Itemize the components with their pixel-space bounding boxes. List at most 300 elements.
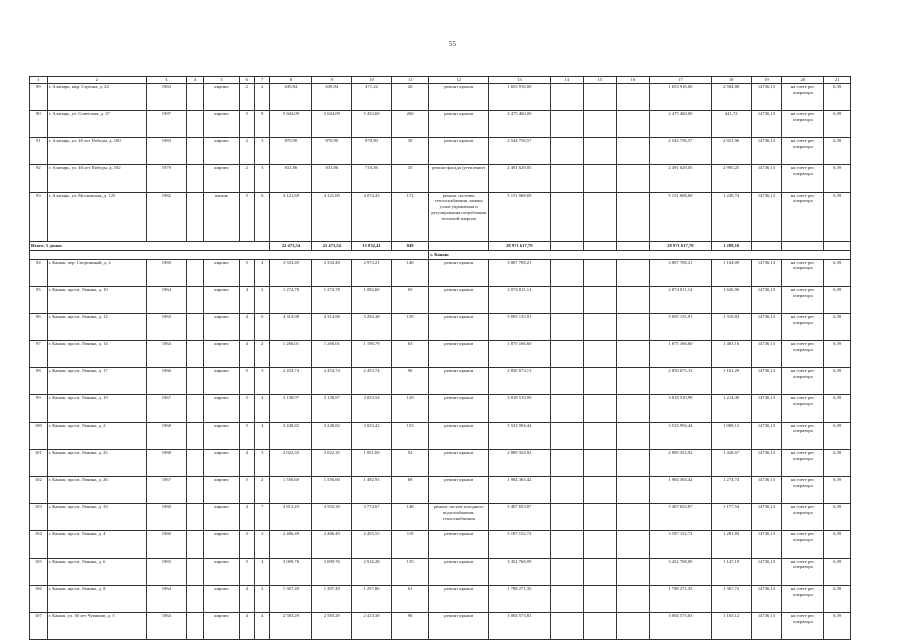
area-residential: 1 196,79	[352, 341, 392, 368]
empty-cell	[616, 165, 649, 192]
build-year: 1960	[146, 504, 186, 531]
residents: 65	[391, 286, 429, 313]
table-row	[30, 165, 851, 192]
residents: 135	[391, 558, 429, 585]
build-year: 1965	[146, 558, 186, 585]
total-row	[30, 241, 851, 250]
work-type: ремонт системы теплоснабжения, замена узлов управления и регулирования потребления тепловой энергии	[429, 192, 489, 241]
area-residential: 1 082,60	[352, 286, 392, 313]
empty-cell	[583, 585, 616, 612]
total-cost: 1 875 166,60	[650, 341, 712, 368]
empty-cell	[616, 422, 649, 449]
empty-cell	[583, 531, 616, 558]
wall-material: кирпич	[204, 558, 239, 585]
cost-per-sqm: 2 921,96	[711, 138, 751, 165]
deadline: 6,39	[824, 138, 851, 165]
total-area: 831,86	[270, 165, 312, 192]
build-year: 1968	[146, 422, 186, 449]
empty-cell	[429, 241, 489, 250]
build-year: 1979	[146, 165, 186, 192]
empty-cell	[186, 558, 204, 585]
total-area: 22 473,54	[270, 241, 312, 250]
empty-cell	[616, 395, 649, 422]
total-area: 4 314,98	[270, 313, 312, 340]
empty-cell	[186, 422, 204, 449]
floors: 5	[239, 110, 254, 137]
empty-cell	[186, 286, 204, 313]
address: г. Канаш, просп. Ленина, д. 8	[47, 585, 146, 612]
empty-cell	[583, 259, 616, 286]
limit-cost: 14736,13	[751, 138, 782, 165]
floors: 4	[239, 313, 254, 340]
entrances: 2	[255, 585, 270, 612]
column-number: 20	[782, 77, 824, 84]
work-cost: 3 187 152,72	[488, 531, 550, 558]
limit-cost: 14736,13	[751, 558, 782, 585]
table-row	[30, 531, 851, 558]
residents: 92	[391, 449, 429, 476]
empty-cell	[550, 558, 583, 585]
residents: 172	[391, 192, 429, 241]
wall-material: кирпич	[204, 138, 239, 165]
cost-per-sqm: 1 214,49	[711, 395, 751, 422]
table-row	[30, 612, 851, 639]
total-area: 2 454,74	[270, 368, 312, 395]
work-type: ремонт кровли	[429, 83, 489, 110]
build-year: 1963	[146, 83, 186, 110]
floors: 5	[239, 422, 254, 449]
fund-method: на счете рег. оператора	[782, 531, 824, 558]
column-number: 19	[751, 77, 782, 84]
cost-per-sqm: 1 319,83	[711, 313, 751, 340]
entrances: 4	[255, 422, 270, 449]
fund-method: на счете рег. оператора	[782, 286, 824, 313]
table-row	[30, 395, 851, 422]
residents: 849	[391, 241, 429, 250]
address: г. Алатырь, ул. Советская, д. 37	[47, 110, 146, 137]
row-number: 101	[30, 449, 48, 476]
entrances: 4	[255, 395, 270, 422]
fund-method: на счете рег. оператора	[782, 585, 824, 612]
work-type: ремонт фасада (утепление)	[429, 165, 489, 192]
deadline: 6,39	[824, 259, 851, 286]
housing-repair-table	[29, 76, 851, 640]
empty-cell	[583, 313, 616, 340]
entrances: 2	[255, 477, 270, 504]
entrances: 2	[255, 341, 270, 368]
row-number: 94	[30, 259, 48, 286]
total-area: 1 307,49	[270, 585, 312, 612]
cost-per-sqm: 1 089,12	[711, 422, 751, 449]
empty-cell	[583, 504, 616, 531]
empty-cell	[616, 612, 649, 639]
residents: 146	[391, 259, 429, 286]
total-cost: 2 475 460,00	[650, 110, 712, 137]
cost-per-sqm: 2 584,88	[711, 83, 751, 110]
floors: 2	[239, 165, 254, 192]
total-area: 2 022,35	[270, 449, 312, 476]
wall-material: кирпич	[204, 422, 239, 449]
entrances: 9	[255, 110, 270, 137]
cost-per-sqm: 1 481,16	[711, 341, 751, 368]
empty-cell	[616, 313, 649, 340]
column-number: 12	[429, 77, 489, 84]
address: г. Алатырь, ул. 40 лет Победы, д. 102	[47, 165, 146, 192]
row-number: 100	[30, 422, 48, 449]
area-living: 4 592,30	[312, 504, 352, 531]
total-area: 5 604,09	[270, 110, 312, 137]
area-residential: 1 492,93	[352, 477, 392, 504]
empty-cell	[583, 138, 616, 165]
total-cost: 2 850 673,13	[650, 368, 712, 395]
residents: 96	[391, 368, 429, 395]
build-year: 1964	[146, 286, 186, 313]
entrances: 3	[255, 138, 270, 165]
total-area: 1 274,78	[270, 286, 312, 313]
total-area: 4 813,43	[270, 504, 312, 531]
entrances: 4	[255, 259, 270, 286]
limit-cost: 14736,13	[751, 110, 782, 137]
residents: 148	[391, 504, 429, 531]
row-number: 99	[30, 395, 48, 422]
row-number: 106	[30, 585, 48, 612]
area-residential: 1 851,69	[352, 449, 392, 476]
row-number: 95	[30, 286, 48, 313]
work-cost: 2 850 673,13	[488, 368, 550, 395]
address: г. Канаш, просп. Ленина, д. 25	[47, 449, 146, 476]
column-number: 7	[255, 77, 270, 84]
empty-cell	[550, 83, 583, 110]
empty-cell	[186, 477, 204, 504]
column-number: 3	[146, 77, 186, 84]
empty-cell	[616, 259, 649, 286]
empty-cell	[616, 368, 649, 395]
empty-cell	[550, 138, 583, 165]
empty-cell	[616, 241, 649, 250]
row-number: 93	[30, 192, 48, 241]
address: г. Канаш, просп. Ленина, д. 19	[47, 395, 146, 422]
empty-cell	[550, 110, 583, 137]
row-number: 92	[30, 165, 48, 192]
empty-cell	[583, 395, 616, 422]
cost-per-sqm: 1 289,16	[711, 241, 751, 250]
total-cost: 1 984 363,42	[650, 477, 712, 504]
cost-per-sqm: 441,72	[711, 110, 751, 137]
cost-per-sqm: 1 626,96	[711, 286, 751, 313]
total-cost: 28 971 617,79	[650, 241, 712, 250]
floors: 5	[239, 395, 254, 422]
deadline: 6,39	[824, 286, 851, 313]
build-year: 1960	[146, 531, 186, 558]
area-residential: 3 774,67	[352, 504, 392, 531]
total-area: 3 248,82	[270, 422, 312, 449]
area-residential: 2 413,38	[352, 612, 392, 639]
fund-method: на счете рег. оператора	[782, 138, 824, 165]
work-cost: 3 533 994,44	[488, 422, 550, 449]
residents: 119	[391, 531, 429, 558]
table-row	[30, 558, 851, 585]
table-row	[30, 286, 851, 313]
fund-method: на счете рег. оператора	[782, 165, 824, 192]
entrances: 6	[255, 313, 270, 340]
cost-per-sqm: 1 161,29	[711, 368, 751, 395]
entrances: 3	[255, 449, 270, 476]
empty-cell	[550, 286, 583, 313]
column-number: 11	[391, 77, 429, 84]
table-row	[30, 259, 851, 286]
fund-method: на счете рег. оператора	[782, 422, 824, 449]
deadline: 6,39	[824, 368, 851, 395]
residents: 129	[391, 395, 429, 422]
limit-cost: 14736,13	[751, 531, 782, 558]
total-cost: 3 533 994,44	[650, 422, 712, 449]
limit-cost: 14736,13	[751, 259, 782, 286]
work-type: ремонт крыши	[429, 477, 489, 504]
wall-material: кирпич	[204, 341, 239, 368]
cost-per-sqm: 1 177,54	[711, 504, 751, 531]
table-row	[30, 449, 851, 476]
fund-method: на счете рег. оператора	[782, 612, 824, 639]
empty-cell	[616, 110, 649, 137]
empty-cell	[583, 558, 616, 585]
work-cost: 1 653 916,00	[488, 83, 550, 110]
floors: 4	[239, 449, 254, 476]
area-residential: 15 832,41	[352, 241, 392, 250]
floors: 3	[239, 531, 254, 558]
address: г. Канаш, пер. Спортивный, д. 2	[47, 259, 146, 286]
fund-method: на счете рег. оператора	[782, 192, 824, 241]
empty-cell	[616, 477, 649, 504]
cost-per-sqm: 1 281,83	[711, 531, 751, 558]
address: г. Канаш, просп. Ленина, д. 10	[47, 286, 146, 313]
address: г. Канаш, просп. Ленина, д. 2	[47, 422, 146, 449]
deadline: 6,39	[824, 313, 851, 340]
area-residential: 2 916,28	[352, 558, 392, 585]
residents: 150	[391, 313, 429, 340]
area-living: 3 248,82	[312, 422, 352, 449]
row-number: 104	[30, 531, 48, 558]
empty-cell	[583, 341, 616, 368]
build-year: 1997	[146, 110, 186, 137]
empty-cell	[186, 259, 204, 286]
limit-cost: 14736,13	[751, 368, 782, 395]
total-cost: 2 491 629,05	[650, 165, 712, 192]
wall-material: кирпич	[204, 83, 239, 110]
address: г. Канаш, просп. Ленина, д. 33	[47, 504, 146, 531]
area-living: 1 556,60	[312, 477, 352, 504]
fund-method: на счете рег. оператора	[782, 83, 824, 110]
row-number: 89	[30, 83, 48, 110]
work-type: ремонт крыши	[429, 449, 489, 476]
area-living: 3 138,97	[312, 395, 352, 422]
build-year: 1964	[146, 585, 186, 612]
work-cost: 3 887 708,21	[488, 259, 550, 286]
column-number: 5	[204, 77, 239, 84]
empty-cell	[616, 558, 649, 585]
floors: 4	[239, 585, 254, 612]
total-area: 3 009,76	[270, 558, 312, 585]
total-area: 4 121,69	[270, 192, 312, 241]
column-number: 10	[352, 77, 392, 84]
floors: 5	[239, 477, 254, 504]
work-type: ремонт крыши	[429, 585, 489, 612]
address: г. Канаш, просп. Ленина, д. 26	[47, 477, 146, 504]
deadline: 6,39	[824, 165, 851, 192]
build-year: 1982	[146, 192, 186, 241]
empty-cell	[616, 585, 649, 612]
empty-cell	[616, 531, 649, 558]
total-cost: 2 889 354,92	[650, 449, 712, 476]
work-cost: 5 151 068,69	[488, 192, 550, 241]
floors: 5	[239, 368, 254, 395]
limit-cost: 14736,13	[751, 449, 782, 476]
work-cost: 5 407 653,87	[488, 504, 550, 531]
area-residential: 2 455,55	[352, 531, 392, 558]
area-residential: 1 257,86	[352, 585, 392, 612]
wall-material: кирпич	[204, 449, 239, 476]
total-cost: 5 695 135,91	[650, 313, 712, 340]
area-living: 870,90	[312, 138, 352, 165]
work-type: ремонт систем холодного водоснабжения, теплоснабжения	[429, 504, 489, 531]
table-row	[30, 504, 851, 531]
area-living: 3 333,49	[312, 259, 352, 286]
work-cost: 5 695 135,91	[488, 313, 550, 340]
fund-method: на счете рег. оператора	[782, 259, 824, 286]
build-year: 1966	[146, 368, 186, 395]
row-number: 102	[30, 477, 48, 504]
empty-cell	[616, 192, 649, 241]
area-living: 4 121,69	[312, 192, 352, 241]
area-living: 5 604,09	[312, 110, 352, 137]
deadline: 6,39	[824, 612, 851, 639]
area-residential: 3 053,54	[352, 395, 392, 422]
empty-cell	[550, 449, 583, 476]
cost-per-sqm: 1 428,67	[711, 449, 751, 476]
work-type: ремонт кровли	[429, 138, 489, 165]
deadline: 6,39	[824, 531, 851, 558]
table-row	[30, 110, 851, 137]
total-area: 2 583,29	[270, 612, 312, 639]
wall-material: кирпич	[204, 368, 239, 395]
total-cost: 5 407 653,87	[650, 504, 712, 531]
area-living: 1 307,49	[312, 585, 352, 612]
table-row	[30, 313, 851, 340]
area-living: 831,86	[312, 165, 352, 192]
limit-cost: 14736,13	[751, 395, 782, 422]
total-area: 870,90	[270, 138, 312, 165]
empty-cell	[186, 83, 204, 110]
empty-cell	[550, 504, 583, 531]
address: г. Алатырь, мкр. Стрелка, д. 22	[47, 83, 146, 110]
empty-cell	[616, 138, 649, 165]
limit-cost: 14736,13	[751, 165, 782, 192]
area-living: 22 473,54	[312, 241, 352, 250]
build-year: 1964	[146, 341, 186, 368]
wall-material: кирпич	[204, 531, 239, 558]
total-cost: 3 887 708,21	[650, 259, 712, 286]
empty-cell	[550, 259, 583, 286]
table-row	[30, 585, 851, 612]
work-type: ремонт крыши	[429, 531, 489, 558]
column-number: 4	[186, 77, 204, 84]
limit-cost: 14736,13	[751, 341, 782, 368]
empty-cell	[550, 531, 583, 558]
cost-per-sqm: 1 249,74	[711, 192, 751, 241]
address: г. Канаш, просп. Ленина, д. 14	[47, 341, 146, 368]
cost-per-sqm: 1 274,74	[711, 477, 751, 504]
empty-cell	[616, 504, 649, 531]
build-year: 1964	[146, 612, 186, 639]
area-living: 1 266,01	[312, 341, 352, 368]
empty-cell	[782, 241, 824, 250]
work-cost: 2 889 354,92	[488, 449, 550, 476]
wall-material: кирпич	[204, 395, 239, 422]
empty-cell	[550, 612, 583, 639]
total-cost: 3 187 152,72	[650, 531, 712, 558]
total-cost: 1 788 271,35	[650, 585, 712, 612]
entrances: 3	[255, 165, 270, 192]
area-residential: 4 074,43	[352, 192, 392, 241]
empty-cell	[186, 449, 204, 476]
wall-material: кирпич	[204, 585, 239, 612]
wall-material: кирпич	[204, 259, 239, 286]
residents: 35	[391, 165, 429, 192]
area-living: 4 314,98	[312, 313, 352, 340]
area-living: 2 486,49	[312, 531, 352, 558]
empty-cell	[30, 250, 429, 259]
work-cost: 3 452 768,09	[488, 558, 550, 585]
area-residential: 2 453,74	[352, 368, 392, 395]
fund-method: на счете рег. оператора	[782, 110, 824, 137]
empty-cell	[583, 241, 616, 250]
area-living: 2 022,35	[312, 449, 352, 476]
limit-cost: 14736,13	[751, 504, 782, 531]
total-cost: 2 074 011,14	[650, 286, 712, 313]
total-cost: 3 452 768,09	[650, 558, 712, 585]
work-type: ремонт крыши	[429, 341, 489, 368]
floors: 4	[239, 341, 254, 368]
empty-cell	[550, 395, 583, 422]
fund-method: на счете рег. оператора	[782, 368, 824, 395]
wall-material: кирпич	[204, 110, 239, 137]
row-number: 96	[30, 313, 48, 340]
address: г. Канаш, просп. Ленина, д. 12	[47, 313, 146, 340]
total-cost: 3 818 510,99	[650, 395, 712, 422]
build-year: 1983	[146, 138, 186, 165]
row-number: 107	[30, 612, 48, 639]
row-number: 90	[30, 110, 48, 137]
cost-per-sqm: 1 147,19	[711, 558, 751, 585]
row-number: 91	[30, 138, 48, 165]
cost-per-sqm: 1 164,09	[711, 259, 751, 286]
work-type: ремонт крыши	[429, 286, 489, 313]
deadline: 6,39	[824, 585, 851, 612]
table-row	[30, 341, 851, 368]
empty-cell	[550, 585, 583, 612]
area-residential: 3 023,42	[352, 422, 392, 449]
work-cost: 3 818 510,99	[488, 395, 550, 422]
deadline: 6,39	[824, 422, 851, 449]
build-year: 1967	[146, 477, 186, 504]
work-type: ремонт крыши	[429, 259, 489, 286]
empty-cell	[550, 368, 583, 395]
fund-method: на счете рег. оператора	[782, 313, 824, 340]
empty-cell	[186, 341, 204, 368]
residents: 96	[391, 612, 429, 639]
fund-method: на счете рег. оператора	[782, 395, 824, 422]
empty-cell	[751, 241, 782, 250]
residents: 61	[391, 585, 429, 612]
